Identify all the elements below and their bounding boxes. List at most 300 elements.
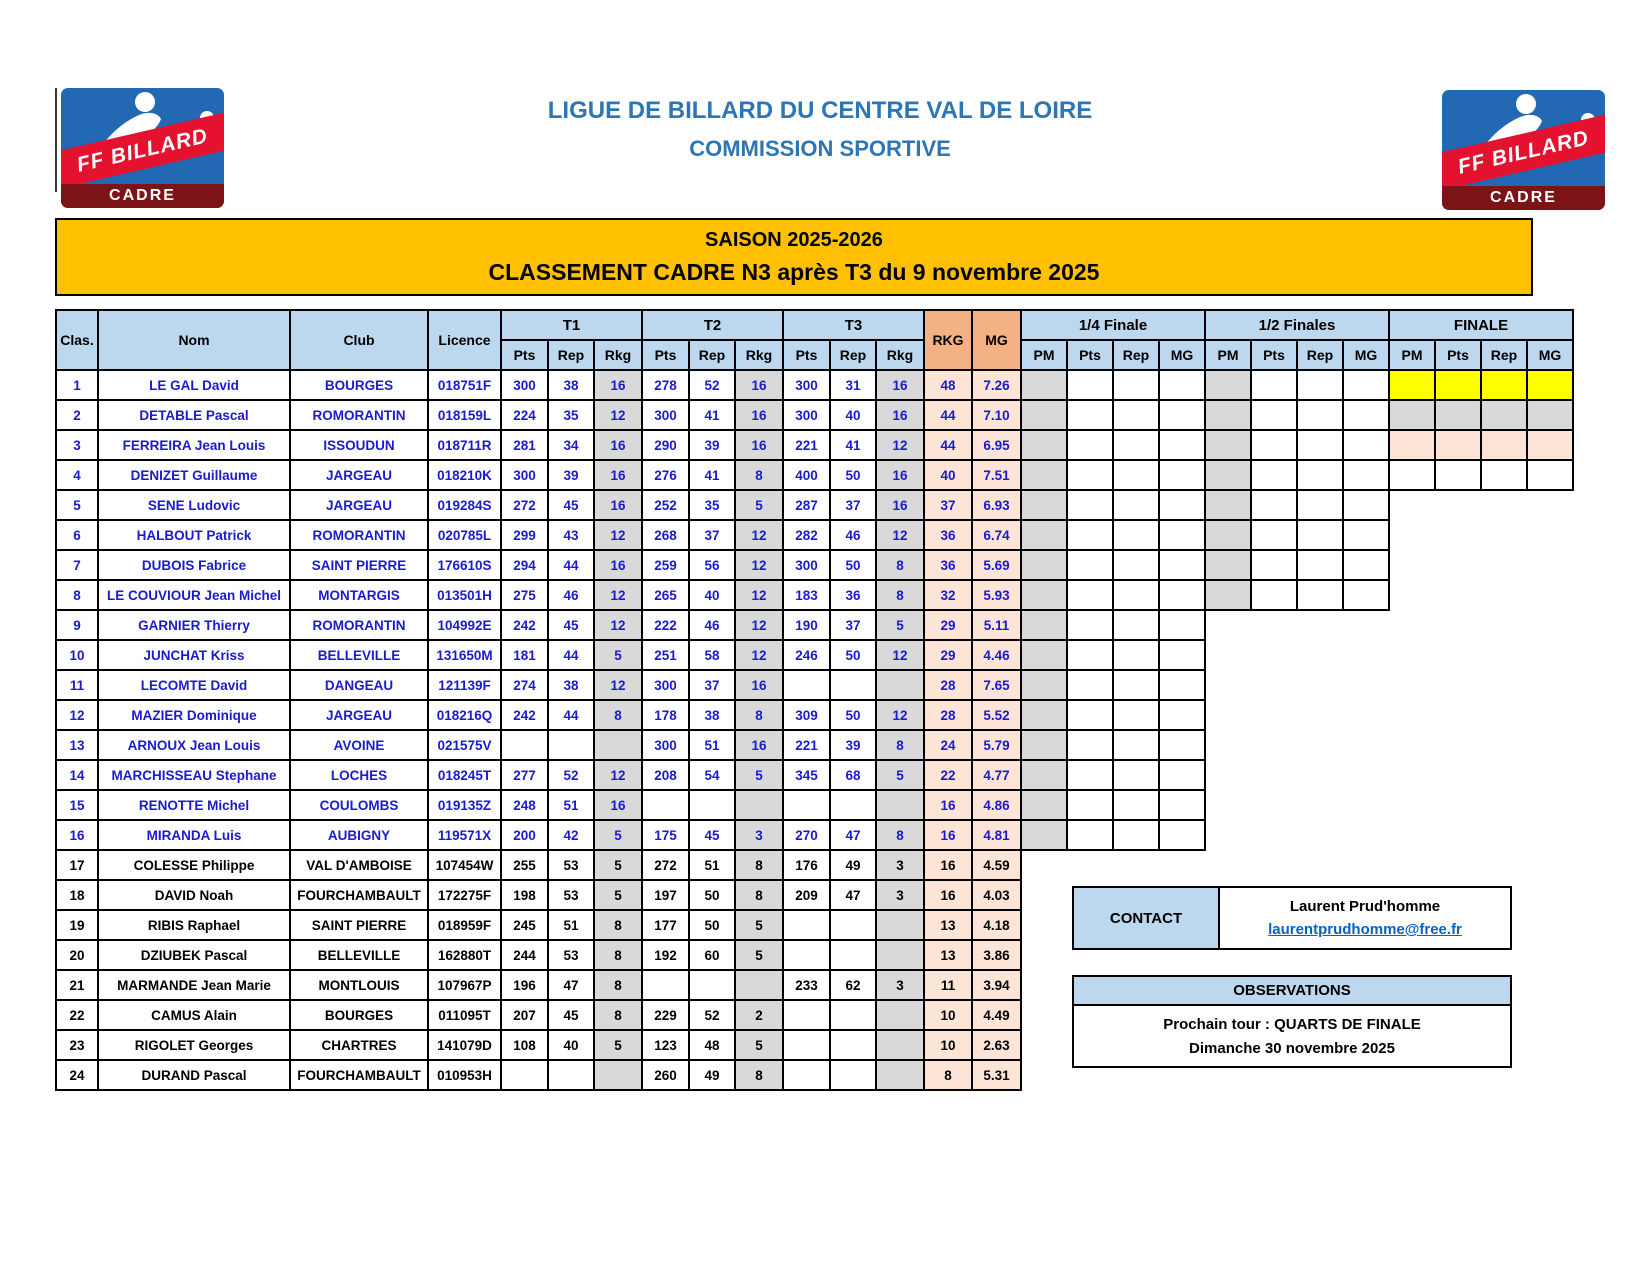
cell-t1-pts: 274 (501, 670, 548, 700)
cell-rkg: 29 (924, 640, 972, 670)
cell-t3-pts (783, 1060, 830, 1090)
cell-clas: 2 (56, 400, 98, 430)
table-row (56, 760, 1573, 790)
cell-t3-rep: 36 (830, 580, 876, 610)
cell-t1-pts: 224 (501, 400, 548, 430)
cell-t1-rkg: 12 (594, 580, 642, 610)
sub-header-t3-rep: Rep (830, 340, 876, 370)
cell-clas: 11 (56, 670, 98, 700)
cell-final-mg-empty (1527, 910, 1573, 940)
cell-quarter-pts-empty (1067, 850, 1113, 880)
cell-t2-rkg (735, 970, 783, 1000)
cell-t2-rkg: 8 (735, 700, 783, 730)
cell-t2-rkg: 5 (735, 1030, 783, 1060)
cell-licence: 018216Q (428, 700, 501, 730)
cell-clas: 24 (56, 1060, 98, 1090)
cell-nom: SENE Ludovic (98, 490, 290, 520)
cell-quarter-pts (1067, 790, 1113, 820)
contact-name: Laurent Prud'homme (1289, 898, 1441, 915)
cell-t1-rep: 38 (548, 370, 594, 400)
cell-t2-pts: 300 (642, 730, 689, 760)
cell-licence: 011095T (428, 1000, 501, 1030)
contact-box (1072, 886, 1512, 950)
cell-final-mg-empty (1527, 490, 1573, 520)
cell-quarter-pm (1021, 400, 1067, 430)
cell-t1-rkg: 5 (594, 880, 642, 910)
cell-rkg: 16 (924, 850, 972, 880)
cell-t2-pts: 222 (642, 610, 689, 640)
sub-header-final-rep: Rep (1481, 340, 1527, 370)
observations-box (1072, 975, 1512, 1068)
cell-semi-pts-empty (1251, 700, 1297, 730)
cell-t3-pts: 176 (783, 850, 830, 880)
cell-t2-rkg: 5 (735, 490, 783, 520)
cell-t1-rkg: 16 (594, 430, 642, 460)
cell-rkg: 11 (924, 970, 972, 1000)
season-label: SAISON 2025-2026 (705, 229, 883, 251)
cell-final-rep (1481, 400, 1527, 430)
cell-mg: 6.74 (972, 520, 1021, 550)
cell-t1-rep: 52 (548, 760, 594, 790)
cell-quarter-mg (1159, 580, 1205, 610)
table-row (56, 460, 1573, 490)
cell-licence: 021575V (428, 730, 501, 760)
cell-licence: 020785L (428, 520, 501, 550)
contact-details (1220, 888, 1510, 948)
cell-quarter-pts (1067, 730, 1113, 760)
cell-final-mg-empty (1527, 1060, 1573, 1090)
cell-mg: 7.65 (972, 670, 1021, 700)
cell-t1-rep: 45 (548, 610, 594, 640)
cell-final-rep-empty (1481, 610, 1527, 640)
cell-nom: LE GAL David (98, 370, 290, 400)
cell-t3-pts: 233 (783, 970, 830, 1000)
cell-nom: DAVID Noah (98, 880, 290, 910)
cell-semi-pts-empty (1251, 820, 1297, 850)
cell-t2-pts: 197 (642, 880, 689, 910)
cell-clas: 10 (56, 640, 98, 670)
cell-t1-pts: 200 (501, 820, 548, 850)
cell-rkg: 13 (924, 940, 972, 970)
cell-t1-pts: 272 (501, 490, 548, 520)
cell-club: DANGEAU (290, 670, 428, 700)
cell-club: MONTARGIS (290, 580, 428, 610)
cell-t1-rep: 46 (548, 580, 594, 610)
cell-t3-pts: 287 (783, 490, 830, 520)
cell-t1-pts: 294 (501, 550, 548, 580)
cell-quarter-pm (1021, 730, 1067, 760)
ffbillard-logo-right (1442, 90, 1605, 210)
cell-final-rep-empty (1481, 520, 1527, 550)
table-row (56, 820, 1573, 850)
cell-club: MONTLOUIS (290, 970, 428, 1000)
cell-licence: 019284S (428, 490, 501, 520)
cell-club: JARGEAU (290, 460, 428, 490)
cell-t3-rkg: 8 (876, 730, 924, 760)
cell-final-rep-empty (1481, 550, 1527, 580)
cell-t1-rep: 43 (548, 520, 594, 550)
cell-mg: 4.46 (972, 640, 1021, 670)
cell-semi-pm-empty (1205, 670, 1251, 700)
cell-semi-pm (1205, 520, 1251, 550)
cell-quarter-mg (1159, 730, 1205, 760)
cell-t1-rep: 51 (548, 910, 594, 940)
cell-mg: 4.81 (972, 820, 1021, 850)
cell-rkg: 32 (924, 580, 972, 610)
cell-semi-pts (1251, 430, 1297, 460)
cell-quarter-pm (1021, 580, 1067, 610)
cell-clas: 3 (56, 430, 98, 460)
table-row (56, 550, 1573, 580)
cell-quarter-rep (1113, 490, 1159, 520)
cell-t1-rep: 53 (548, 880, 594, 910)
cell-semi-pm-empty (1205, 640, 1251, 670)
cell-quarter-pm (1021, 820, 1067, 850)
cell-mg: 4.86 (972, 790, 1021, 820)
cell-semi-mg-empty (1343, 700, 1389, 730)
cell-clas: 4 (56, 460, 98, 490)
cell-quarter-rep (1113, 730, 1159, 760)
cell-semi-rep (1297, 490, 1343, 520)
cell-clas: 6 (56, 520, 98, 550)
cell-final-pm-empty (1389, 820, 1435, 850)
cell-t2-rep: 56 (689, 550, 735, 580)
cell-final-rep-empty (1481, 850, 1527, 880)
table-row (56, 610, 1573, 640)
observations-date: Dimanche 30 novembre 2025 (1189, 1039, 1395, 1057)
table-row (56, 490, 1573, 520)
cell-t3-rkg: 12 (876, 520, 924, 550)
left-margin-line (55, 88, 57, 192)
cell-mg: 5.11 (972, 610, 1021, 640)
cell-t2-rep: 35 (689, 490, 735, 520)
cell-clas: 5 (56, 490, 98, 520)
cell-nom: ARNOUX Jean Louis (98, 730, 290, 760)
col-header-mg: MG (972, 310, 1021, 370)
contact-email-link[interactable]: laurentprudhomme@free.fr (1268, 921, 1462, 938)
cell-final-pm-empty (1389, 850, 1435, 880)
cell-clas: 23 (56, 1030, 98, 1060)
cell-semi-rep-empty (1297, 820, 1343, 850)
cell-quarter-rep (1113, 640, 1159, 670)
cell-t3-rep (830, 790, 876, 820)
table-row (56, 850, 1573, 880)
cell-semi-rep (1297, 430, 1343, 460)
cell-quarter-pm (1021, 550, 1067, 580)
observations-body (1072, 1006, 1512, 1068)
cell-mg: 3.86 (972, 940, 1021, 970)
cell-t3-pts: 309 (783, 700, 830, 730)
cell-semi-mg (1343, 430, 1389, 460)
cell-semi-mg-empty (1343, 610, 1389, 640)
cell-final-pts (1435, 460, 1481, 490)
cell-quarter-pts (1067, 520, 1113, 550)
cell-semi-pts (1251, 400, 1297, 430)
cell-t3-pts (783, 670, 830, 700)
cell-t1-rep: 42 (548, 820, 594, 850)
table-row (56, 430, 1573, 460)
cell-t3-rkg: 16 (876, 400, 924, 430)
cell-club: BELLEVILLE (290, 640, 428, 670)
cell-t1-pts: 255 (501, 850, 548, 880)
cell-club: CHARTRES (290, 1030, 428, 1060)
cell-semi-pts-empty (1251, 850, 1297, 880)
cell-t1-rep (548, 1060, 594, 1090)
cell-club: SAINT PIERRE (290, 910, 428, 940)
cell-t1-pts (501, 1060, 548, 1090)
sub-header-final-mg: MG (1527, 340, 1573, 370)
cell-club: ROMORANTIN (290, 400, 428, 430)
cell-mg: 6.95 (972, 430, 1021, 460)
cell-final-pm-empty (1389, 790, 1435, 820)
cell-final-mg (1527, 400, 1573, 430)
cell-final-pts-empty (1435, 850, 1481, 880)
cell-semi-pm-empty (1205, 850, 1251, 880)
cell-nom: MAZIER Dominique (98, 700, 290, 730)
cell-mg: 5.31 (972, 1060, 1021, 1090)
cell-t3-rkg: 16 (876, 370, 924, 400)
cell-rkg: 24 (924, 730, 972, 760)
cell-club: BOURGES (290, 370, 428, 400)
cell-clas: 8 (56, 580, 98, 610)
cell-clas: 7 (56, 550, 98, 580)
cell-quarter-mg (1159, 460, 1205, 490)
cell-quarter-rep (1113, 460, 1159, 490)
cell-clas: 1 (56, 370, 98, 400)
cell-t2-rkg: 12 (735, 520, 783, 550)
cell-t1-pts: 248 (501, 790, 548, 820)
cell-quarter-pts (1067, 370, 1113, 400)
sub-header-semi-rep: Rep (1297, 340, 1343, 370)
cell-t2-pts: 251 (642, 640, 689, 670)
cell-semi-pm (1205, 460, 1251, 490)
cell-t2-pts: 208 (642, 760, 689, 790)
cell-final-mg-empty (1527, 520, 1573, 550)
logo-discipline-strip (1442, 186, 1605, 210)
cell-semi-pts (1251, 550, 1297, 580)
cell-t3-rkg: 12 (876, 640, 924, 670)
cell-t1-rep: 34 (548, 430, 594, 460)
cell-t2-rep: 51 (689, 850, 735, 880)
cell-t3-pts: 300 (783, 400, 830, 430)
cell-t3-rep: 40 (830, 400, 876, 430)
cell-rkg: 28 (924, 700, 972, 730)
cell-t3-rkg (876, 670, 924, 700)
cell-t1-pts (501, 730, 548, 760)
cell-quarter-mg (1159, 700, 1205, 730)
cell-licence: 010953H (428, 1060, 501, 1090)
table-row (56, 700, 1573, 730)
cell-quarter-rep (1113, 760, 1159, 790)
cell-quarter-rep (1113, 520, 1159, 550)
cell-t3-rkg: 8 (876, 580, 924, 610)
table-row (56, 520, 1573, 550)
cell-quarter-pts (1067, 760, 1113, 790)
cell-t2-rep: 41 (689, 460, 735, 490)
cell-quarter-mg (1159, 370, 1205, 400)
sub-header-t3-pts: Pts (783, 340, 830, 370)
cell-quarter-pm-empty (1021, 970, 1067, 1000)
cell-t2-rkg: 12 (735, 640, 783, 670)
cell-quarter-rep (1113, 670, 1159, 700)
cell-quarter-mg (1159, 820, 1205, 850)
sub-header-quarter-pm: PM (1021, 340, 1067, 370)
cell-rkg: 48 (924, 370, 972, 400)
cell-rkg: 8 (924, 1060, 972, 1090)
cell-t1-rkg: 8 (594, 1000, 642, 1030)
cell-club: JARGEAU (290, 490, 428, 520)
cell-t3-rkg (876, 910, 924, 940)
cell-t2-pts: 276 (642, 460, 689, 490)
cell-semi-rep-empty (1297, 850, 1343, 880)
cell-semi-rep (1297, 580, 1343, 610)
cell-nom: DUBOIS Fabrice (98, 550, 290, 580)
cell-quarter-mg (1159, 760, 1205, 790)
cell-t1-rep: 38 (548, 670, 594, 700)
cell-semi-pts-empty (1251, 610, 1297, 640)
cell-clas: 19 (56, 910, 98, 940)
cell-quarter-pts (1067, 670, 1113, 700)
cell-semi-pts (1251, 460, 1297, 490)
cell-final-pm-empty (1389, 550, 1435, 580)
logo-discipline-text: CADRE (1490, 189, 1557, 206)
cell-t2-pts: 260 (642, 1060, 689, 1090)
cell-final-pm-empty (1389, 700, 1435, 730)
cell-semi-rep-empty (1297, 610, 1343, 640)
cell-t1-rep: 39 (548, 460, 594, 490)
cell-quarter-pm (1021, 670, 1067, 700)
cell-clas: 16 (56, 820, 98, 850)
cell-semi-rep-empty (1297, 640, 1343, 670)
cell-semi-rep (1297, 520, 1343, 550)
cell-t1-pts: 300 (501, 370, 548, 400)
cell-t2-rkg: 12 (735, 550, 783, 580)
cell-licence: 018751F (428, 370, 501, 400)
cell-licence: 018711R (428, 430, 501, 460)
cell-t2-pts: 259 (642, 550, 689, 580)
cell-t3-rkg (876, 790, 924, 820)
cell-rkg: 10 (924, 1000, 972, 1030)
cell-quarter-pm (1021, 700, 1067, 730)
cell-t1-rkg: 16 (594, 490, 642, 520)
cell-t2-rkg: 16 (735, 670, 783, 700)
cell-t2-rkg: 8 (735, 1060, 783, 1090)
cell-t3-pts: 300 (783, 370, 830, 400)
cell-clas: 14 (56, 760, 98, 790)
cell-t2-pts: 175 (642, 820, 689, 850)
cell-rkg: 22 (924, 760, 972, 790)
cell-final-rep-empty (1481, 670, 1527, 700)
cell-quarter-pm (1021, 520, 1067, 550)
cell-quarter-pts (1067, 400, 1113, 430)
cell-t3-rkg: 8 (876, 820, 924, 850)
cell-semi-pts (1251, 490, 1297, 520)
cell-final-pts-empty (1435, 670, 1481, 700)
cell-nom: RENOTTE Michel (98, 790, 290, 820)
cell-t2-pts: 192 (642, 940, 689, 970)
cell-quarter-pm (1021, 430, 1067, 460)
cell-t3-rep: 31 (830, 370, 876, 400)
cell-final-rep-empty (1481, 790, 1527, 820)
cell-t1-rkg (594, 730, 642, 760)
cell-semi-rep-empty (1297, 790, 1343, 820)
table-row (56, 640, 1573, 670)
cell-nom: JUNCHAT Kriss (98, 640, 290, 670)
cell-final-mg-empty (1527, 790, 1573, 820)
cell-semi-pm-empty (1205, 790, 1251, 820)
cell-quarter-mg-empty (1159, 850, 1205, 880)
cell-t2-pts: 229 (642, 1000, 689, 1030)
cell-t2-rep: 50 (689, 880, 735, 910)
sub-header-t2-pts: Pts (642, 340, 689, 370)
cell-quarter-mg (1159, 670, 1205, 700)
cell-final-rep-empty (1481, 580, 1527, 610)
cell-t1-rep: 47 (548, 970, 594, 1000)
cell-quarter-rep (1113, 430, 1159, 460)
cell-t3-rep (830, 910, 876, 940)
cell-licence: 107967P (428, 970, 501, 1000)
cell-t1-pts: 108 (501, 1030, 548, 1060)
cell-t3-pts: 270 (783, 820, 830, 850)
classement-label: CLASSEMENT CADRE N3 après T3 du 9 novembre 2025 (488, 259, 1100, 285)
cell-t1-rkg: 12 (594, 610, 642, 640)
cell-rkg: 37 (924, 490, 972, 520)
cell-semi-rep (1297, 370, 1343, 400)
cell-licence: 018245T (428, 760, 501, 790)
cell-final-mg-empty (1527, 580, 1573, 610)
cell-t2-rkg: 12 (735, 580, 783, 610)
cell-t2-pts: 290 (642, 430, 689, 460)
cell-nom: MARMANDE Jean Marie (98, 970, 290, 1000)
observations-title: OBSERVATIONS (1072, 975, 1512, 1006)
cell-final-pm-empty (1389, 730, 1435, 760)
cell-final-pts-empty (1435, 820, 1481, 850)
cell-t3-rep: 47 (830, 820, 876, 850)
cell-mg: 4.59 (972, 850, 1021, 880)
cell-final-mg-empty (1527, 670, 1573, 700)
cell-quarter-pts (1067, 610, 1113, 640)
cell-final-mg-empty (1527, 940, 1573, 970)
cell-t1-rkg: 16 (594, 550, 642, 580)
cell-t2-rkg: 8 (735, 880, 783, 910)
cell-rkg: 36 (924, 550, 972, 580)
cell-t1-rkg: 16 (594, 370, 642, 400)
cell-clas: 13 (56, 730, 98, 760)
cell-t3-rep: 50 (830, 640, 876, 670)
cell-rkg: 44 (924, 400, 972, 430)
cell-quarter-rep (1113, 820, 1159, 850)
cell-rkg: 10 (924, 1030, 972, 1060)
cell-t2-pts: 177 (642, 910, 689, 940)
cell-semi-rep (1297, 400, 1343, 430)
cell-final-rep-empty (1481, 730, 1527, 760)
cell-semi-pts-empty (1251, 670, 1297, 700)
cell-semi-rep-empty (1297, 670, 1343, 700)
cell-final-pts-empty (1435, 760, 1481, 790)
group-header-t3: T3 (783, 310, 924, 340)
cell-final-pts-empty (1435, 640, 1481, 670)
cell-t3-rep (830, 1000, 876, 1030)
season-banner (55, 218, 1533, 296)
cell-t2-pts: 278 (642, 370, 689, 400)
cell-t2-rep: 49 (689, 1060, 735, 1090)
cell-semi-rep-empty (1297, 760, 1343, 790)
cell-t2-rep: 38 (689, 700, 735, 730)
cell-t1-pts: 275 (501, 580, 548, 610)
cell-semi-pts (1251, 580, 1297, 610)
header-group-row (56, 310, 1573, 340)
cell-t2-pts: 123 (642, 1030, 689, 1060)
